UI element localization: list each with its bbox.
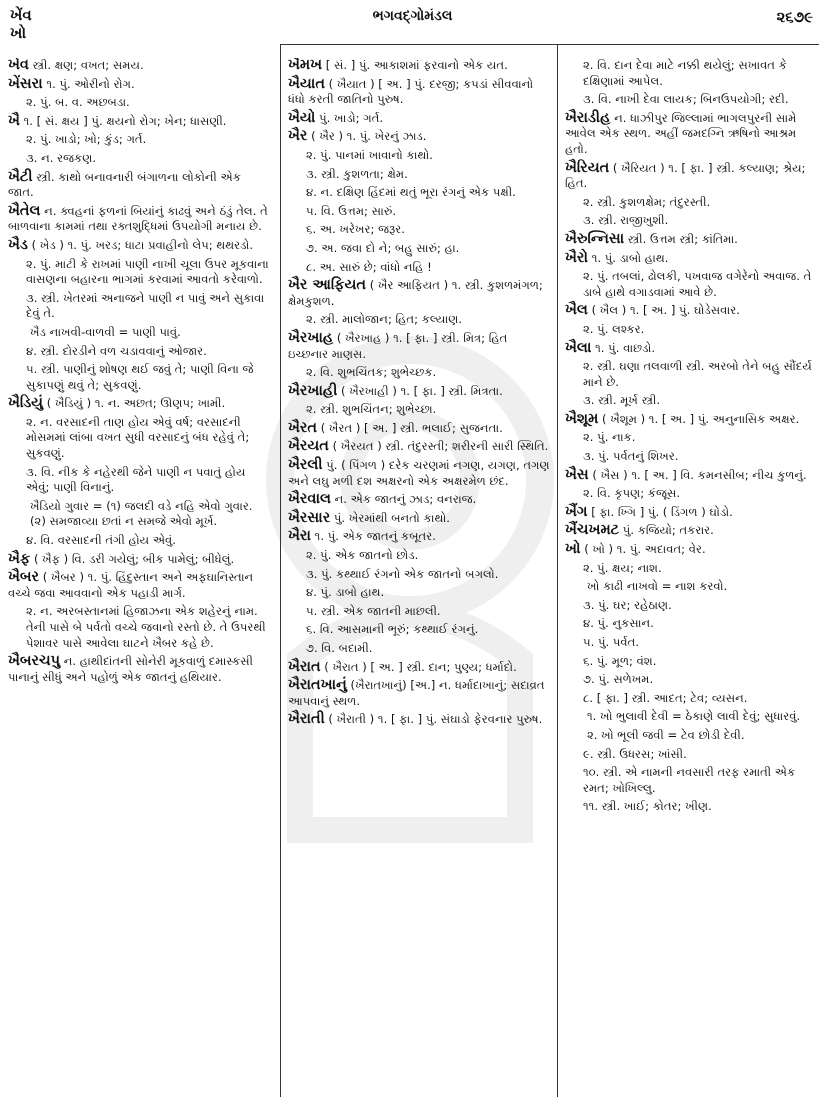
entry-sense: ૨. પું. બ. વ. અછબડા. [26, 95, 130, 110]
dictionary-entry [565, 542, 819, 558]
guide-word-last: ખો [10, 24, 27, 42]
entry-headword: ખૈરાત [288, 658, 321, 675]
dictionary-entry [8, 170, 270, 201]
entry-idiom: ૧. ખો ભુલાવી દેવી = ઠેકાણે લાવી દેવું; સુધારવું. [587, 709, 801, 724]
entry-sense: ૫. પું. પર્વત. [583, 635, 640, 649]
entry-idiom: ખો કાઢી નાખવો = નાશ કરવો. [587, 579, 728, 594]
entry-headword: ખૈયો [288, 109, 316, 126]
entry-sense: ૨. પું. તબલાં, ઢોલકી, પખવાજ વગેરેનો અવાજ. તે ડાબે હાથે વગાડવામાં આવે છે. [583, 269, 812, 299]
dictionary-entry [565, 523, 819, 539]
entry-definition: ( ખેડ ) ૧. પું. ખરડ; ધાટા પ્રવાહીનો લેપ; થથરડો. [27, 237, 254, 252]
entry-definition: ( ખૈર આફિયત ) ૧. સ્ત્રી. કુશળમંગળ; ક્ષેમકુશળ. [288, 278, 543, 308]
dictionary-entry [8, 204, 270, 235]
dictionary-entry [565, 111, 819, 158]
entry-headword: ખૈતેલ [8, 202, 41, 219]
dictionary-entry [565, 303, 819, 319]
entry-headword: ખૈરવાલ [288, 491, 331, 508]
dictionary-entry [288, 384, 550, 400]
entry-headword: ખૈરા [288, 528, 311, 545]
dictionary-entry [565, 161, 819, 192]
entry-sense: ૫. વિ. ઉત્તમ; સારું. [306, 203, 397, 218]
entry-sense: ૩. પું. કથ્થાઈ રંગનો એક જાતનો બગલો. [306, 566, 499, 581]
dictionary-entry [565, 251, 819, 267]
entry-definition: ( ખૈરયત ) સ્ત્રી. તંદુરસ્તી; શરીરની સારી સ્થિતિ. [328, 439, 549, 454]
entry-headword: ખૈરાડીહ [565, 109, 611, 126]
dictionary-entry [565, 341, 819, 357]
entry-definition: ૧. પું. એક જાતનું કબૂતર. [310, 529, 436, 544]
entry-sense: ૩. વિ. નીક કે નહેરથી જેને પાણી ન પવાતું હોય એવું; પાણી વિનાનું. [26, 464, 246, 495]
entry-sense: ૨. ન. વરસાદની તાણ હોય એવું વર્ષ; વરસાદની મોસમમાં લાંબા વખત સુધી વરસાદનું બંધ રહેવું તે; સુકવણું. [26, 414, 250, 461]
entry-sense: ૨. પું. ક્ષય; નાશ. [583, 560, 662, 575]
entry-sense: ૪. ન. દક્ષિણ હિંદમાં થતું ભૂરા રંગનું એક પક્ષી. [306, 185, 516, 200]
entry-headword: ખૈફ [8, 550, 31, 567]
dictionary-entry [8, 238, 270, 254]
dictionary-entry [8, 552, 270, 568]
entry-sense: ૨. પું. માટી કે રાખમાં પાણી નાખી ચૂલા ઉપર મૂકવાના વાસણના બહારના ભાગમાં કરવામાં આવતો કરેવાળો. [26, 256, 269, 287]
dictionary-entry [288, 492, 550, 508]
dictionary-entry [565, 232, 819, 248]
entry-headword: ખેંવ [8, 58, 29, 73]
entry-headword: ખૈડ [8, 236, 28, 253]
entry-headword: ખૈરુન્નિસા [565, 230, 625, 247]
entry-sense: ૨. પું. ખાડો; ખો; કુંડ; ગર્ત. [26, 132, 147, 147]
entry-headword: ખૈયાત [288, 75, 325, 92]
entry-sense: ૪. પું. ડાબો હાથ. [306, 585, 385, 600]
entry-headword: ખૈર આફિયત [288, 277, 367, 294]
entry-headword: ખૈલ [565, 302, 588, 319]
entry-headword: ખૈરસાર [288, 509, 331, 526]
entry-headword: ખૈરયત [288, 438, 329, 455]
entry-sense: ૭. અ. જવા દો ને; બહુ સારું; હા. [306, 240, 460, 255]
entry-definition: ન. ધાઝીપુર જિલ્લામાં ભાગલપુરની સામે આવેલ એક સ્થળ. અહીં જમદગ્નિ ઋષિનો આશ્રમ હતો. [565, 110, 797, 156]
entry-definition: ( ખૈરખાહી ) ૧. [ ફા. ] સ્ત્રી. મિત્રતા. [337, 383, 503, 398]
entry-definition: ( ખૈર ) ૧. પું. ખેરનું ઝાડ. [307, 129, 427, 144]
dictionary-entry [288, 660, 550, 676]
guide-word-first: ખેંવ [10, 6, 32, 24]
entry-sense: ૭. પું. સળેખમ. [583, 672, 654, 687]
entry-headword: ખૈરો [565, 249, 589, 266]
entry-definition: પું. ખાડો; ગર્ત. [315, 110, 384, 125]
entry-headword: ખૈલા [565, 339, 592, 356]
entry-definition: ન. હાથીદાંતની સોનેરી મૂકવાળું દમાસ્કસી પાનાનું સીધું અને પહોળું એક જાતનું હથિયાર. [8, 654, 253, 684]
entry-sense: ૮. [ ફા. ] સ્ત્રી. આદત; ટેવ; વ્યસન. [583, 690, 748, 705]
dictionary-entry [288, 439, 550, 455]
entry-definition: ન. ક્વહનાં ફળનાં બિયાંનું કાઢવું અને ઠંડું તેલ. તે બાળવાના કામમાં તથા રક્તશુદ્ધિમાં ઉપયોગી મનાય છે. [8, 203, 268, 234]
entry-definition: ( ખૈશૂમ ) ૧. [ અ. ] પું. અનુનાસિક અક્ષર. [598, 411, 800, 426]
dictionary-entry [565, 505, 819, 521]
dictionary-entry [565, 468, 819, 484]
entry-definition: ( ખૈરિયત ) ૧. [ ફા. ] સ્ત્રી. કલ્યાણ; શ્રેય; હિત. [565, 160, 806, 191]
entry-headword: ખૈરખાહ [288, 329, 334, 346]
entry-headword: ખૈબર [8, 569, 40, 586]
entry-sense: ૯. સ્ત્રી. ઉધરસ; ખાંસી. [583, 746, 687, 761]
entry-sense: ૨. વિ. કૃપણ; કંજૂસ. [583, 486, 681, 501]
entry-definition: સ્ત્રી. ઉત્તમ સ્ત્રી; કાંતિમા. [624, 231, 738, 246]
dictionary-entry [288, 529, 550, 545]
entry-idiom: ખૈડ નાખવી-વાળવી = પાણી પાવું. [30, 324, 181, 339]
dictionary-entry [8, 570, 270, 601]
entry-definition: ન. એક જાતનું ઝાડ; વનરાજ. [330, 492, 477, 507]
header-rule [280, 44, 819, 45]
entry-sense: ૫. સ્ત્રી. પાણીનું શોષણ થઈ જવું તે; પાણી વિના જે સુકાપણું થવું તે; સુકવણું. [26, 362, 254, 392]
entry-sense: ૨. પું. લશ્કર. [583, 321, 645, 336]
entry-sense: ૩. સ્ત્રી. કુશળતા; ક્ષેમ. [306, 166, 408, 181]
entry-sense: ૬. વિ. આસમાની ભૂરું; કથ્થાઈ રંગનું. [306, 622, 479, 637]
entry-definition: પું. ખેરમાંથી બનતો કાથો. [330, 510, 450, 525]
entry-definition: ( ખૈબર ) ૧. પું. હિંદુસ્તાન અને અફઘાનિસ્તાન વચ્ચે જવા આવવાનો એક પહાડી માર્ગ. [8, 570, 254, 600]
entry-headword: ખૈમખ [288, 58, 323, 73]
entry-sense: ૨. ન. અરબસ્તાનમાં હિજાઝના એક શહેરનું નામ. તેની પાસે બે પર્વતો વચ્ચે જવાનો રસ્તો છે. તે ઉપરથી પેશાવર પાસે આવેલા ઘાટને ખૈબર કહે છે. [26, 604, 266, 650]
entry-definition: ૧. પું. ડાબો હાથ. [588, 250, 669, 265]
entry-sense: ૨. પું. એક જાતનો છોડ. [306, 548, 419, 563]
entry-headword: ખૈબરચપુ [8, 653, 61, 670]
entry-definition: ( ખૈરત ) [ અ. ] સ્ત્રી. ભલાઈ; સુજનતા. [317, 420, 503, 435]
entry-headword: ખૈશૂમ [565, 410, 599, 427]
entry-sense: ૩. પું. ઘર; રહેઠાણ. [583, 597, 672, 612]
entry-headword: ખૈરાતી [288, 711, 325, 728]
dictionary-entry [8, 114, 270, 130]
entry-sense: ૩. ન. રજકણ. [26, 150, 97, 165]
entry-definition: ( ખૈડિયું ) ૧. ન. અછત; ઊણપ; ખામી. [43, 396, 226, 411]
dictionary-entry [8, 654, 270, 685]
entry-sense: ૪. વિ. વરસાદની તંગી હોય એવું. [26, 533, 176, 548]
entry-idiom: ૨. ખો ભૂલી જવી = ટેવ છોડી દેવી. [587, 727, 745, 742]
dictionary-entry [288, 111, 550, 127]
entry-headword: ખૈરખાહી [288, 382, 338, 399]
dictionary-entry [8, 396, 270, 412]
entry-definition: સ્ત્રી. કાથો બનાવનારી બંગાળના લોકોની એક જાત. [8, 169, 241, 200]
dictionary-entry [288, 331, 550, 362]
entry-sense: ૮. અ. સારું છે; વાંધો નહિ ! [306, 259, 432, 274]
entry-definition: ૧. પું. વાછડો. [591, 340, 656, 355]
entry-headword: ખૈરત [288, 419, 318, 436]
dictionary-entry [8, 77, 270, 93]
entry-headword: ખો [565, 541, 581, 558]
entry-definition: [ ફા. ખ્ગિ ] પું. ( ડિંગળ ) ઘોડો. [587, 504, 733, 519]
entry-sense: ૪. પું. નુકસાન. [583, 616, 654, 631]
entry-sense: ૩. સ્ત્રી. રાજીખુશી. [583, 213, 669, 228]
dictionary-entry [288, 678, 550, 709]
dictionary-entry [8, 58, 270, 74]
entry-headword: ખેંસરા [8, 75, 43, 92]
entry-sense: ૨. સ્ત્રી. ઘણા તલવાળી સ્ત્રી. અરબો તેને બહુ સૌંદર્ય માને છે. [583, 359, 812, 389]
entry-headword: ખૈસ [565, 466, 589, 483]
entry-headword: ખૈડિયું [8, 395, 44, 412]
entry-headword: ખૈર [288, 128, 308, 145]
entry-sense: ૬. પું. મૂળ; વંશ. [583, 653, 657, 668]
entry-definition: ( ખો ) ૧. પું. અદાવત; વેર. [580, 542, 706, 557]
entry-sense: ૨. સ્ત્રી. શુભચિંતન; શુભેચ્છા. [306, 402, 437, 417]
entry-idiom: ખૈડિયો ગુવાર = (૧) જલદી વડે નહિ એવો ગુવાર. (૨) સમજાવ્યા છતાં ન સમજે એવો મૂર્ખ. [30, 498, 253, 529]
column-2 [288, 58, 550, 1095]
entry-sense: ૩. વિ. નાખી દેવા લાયક; બિનઉપયોગી; રદી. [583, 92, 789, 107]
entry-sense: ૨. પું. પાનમાં ખાવાનો કાથો. [306, 147, 433, 162]
entry-sense: ૧૦. સ્ત્રી. એ નામની નવસારી તરફ રમાતી એક રમત; ખોખિલ્લુ. [583, 765, 796, 795]
entry-sense: ૨. પું. નાક. [583, 430, 636, 445]
entry-sense: ૪. સ્ત્રી. દોરડીને વળ ચડાવવાનું ઓજાર. [26, 343, 207, 358]
entry-sense: ૫. સ્ત્રી. એક જાતની માછલી. [306, 603, 441, 618]
dictionary-entry [288, 77, 550, 108]
entry-sense: ૨. સ્ત્રી. કુશળક્ષેમ; તંદુરસ્તી. [583, 194, 711, 209]
entry-definition: ( ખૈયાત ) [ અ. ] પું. દરજી; કપડાં સીવવાનો ધંધો કરતી જાતિનો પુરુષ. [288, 76, 534, 107]
dictionary-entry [288, 712, 550, 728]
entry-definition: ( ખૈરાત ) [ અ. ] સ્ત્રી. દાન; પુણ્ય; ધર્માદો. [320, 659, 517, 674]
entry-sense: ૭. વિ. બદામી. [306, 641, 373, 655]
entry-sense: ૨. સ્ત્રી. માલોજાન; હિત; કલ્યાણ. [306, 312, 463, 327]
entry-headword: ખૈરલી [288, 457, 323, 474]
dictionary-entry [288, 458, 550, 489]
entry-definition: ( ખૈફ ) વિ. ડરી ગયેલું; બીક પામેલું; બીધેલું. [30, 551, 235, 566]
column-divider [280, 44, 281, 1097]
entry-definition: ( ખૈરાતી ) ૧. [ ફા. ] પું. સંઘાડો ફેરવનાર પુરુષ. [324, 712, 543, 727]
column-3 [565, 58, 819, 1095]
page-number: ૨૬૭૯ [776, 8, 813, 26]
entry-definition: ( ખૈલ ) ૧. [ અ. ] પું. ઘોડેસવાર. [587, 303, 740, 318]
dictionary-entry [288, 129, 550, 145]
entry-headword: ખૈ [8, 112, 20, 129]
entry-definition: ( ખૈસ ) ૧. [ અ. ] વિ. કમનસીબ; નીચ કુળનું. [588, 467, 807, 482]
column-divider [557, 44, 558, 1097]
page-title: ભગવદ્ગોમંડલ [372, 8, 453, 24]
entry-sense: ૨. વિ. દાન દેવા માટે નક્કી થયેલું; સખાવત કે દક્ષિણામાં આપેલ. [583, 58, 787, 88]
dictionary-entry [288, 58, 550, 74]
entry-definition: પું. ( પિંગળ ) દરેક ચરણમાં નગણ, યગણ, તગણ અને લઘુ મળી દશ અક્ષરનો એક અક્ષરમેળ છંદ. [288, 458, 550, 488]
entry-definition: ૧. પું. ઓરીનો રોગ. [42, 76, 135, 91]
dictionary-entry [288, 421, 550, 437]
entry-sense: ૩. પું. પર્વતનું શિખર. [583, 449, 679, 464]
entry-sense: ૬. અ. ખરેખર; જરૂર. [306, 222, 405, 237]
entry-sense: ૨. વિ. શુભચિંતક; શુભેચ્છક. [306, 365, 437, 380]
entry-definition: ૧. [ સં. ક્ષય ] પું. ક્ષયનો રોગ; ખેન; ધાસણી. [19, 113, 227, 128]
entry-headword: ખૈંગ [565, 503, 588, 520]
column-1 [8, 58, 270, 1095]
entry-headword: ખૈરિયત [565, 159, 610, 176]
dictionary-entry [288, 278, 550, 309]
entry-headword: ખૈરાતખાનું [288, 677, 347, 694]
entry-definition: ( ખૈરખાહ ) ૧. [ ફા. ] સ્ત્રી. મિત્ર; હિત ઇચ્છનાર માણસ. [288, 330, 508, 361]
entry-definition: સ્ત્રી. ક્ષણ; વખત; સમય. [28, 58, 144, 72]
entry-sense: ૩. સ્ત્રી. મૂર્ખ સ્ત્રી. [583, 393, 661, 408]
entry-headword: ખૈટી [8, 168, 33, 185]
entry-sense: ૧૧. સ્ત્રી. ખાઈ; કોતર; ખીણ. [583, 799, 712, 814]
entry-definition: (ખૈરાતખાનું) [અ.] ન. ધર્માદાખાનું; સદાવ્રત આપવાનું સ્થળ. [288, 678, 545, 708]
entry-definition: પું. કજિયો; તકરાર. [619, 523, 714, 538]
dictionary-entry [288, 511, 550, 527]
entry-sense: ૩. સ્ત્રી. ખેતરમાં અનાજને પાણી ન પાવું અને સુકાવા દેવું તે. [26, 290, 265, 321]
dictionary-entry [565, 412, 819, 428]
entry-definition: [ સં. ] પું. આકાશમાં ફરવાનો એક યત. [322, 58, 508, 72]
entry-headword: ખૈંચખમટ [565, 522, 620, 539]
